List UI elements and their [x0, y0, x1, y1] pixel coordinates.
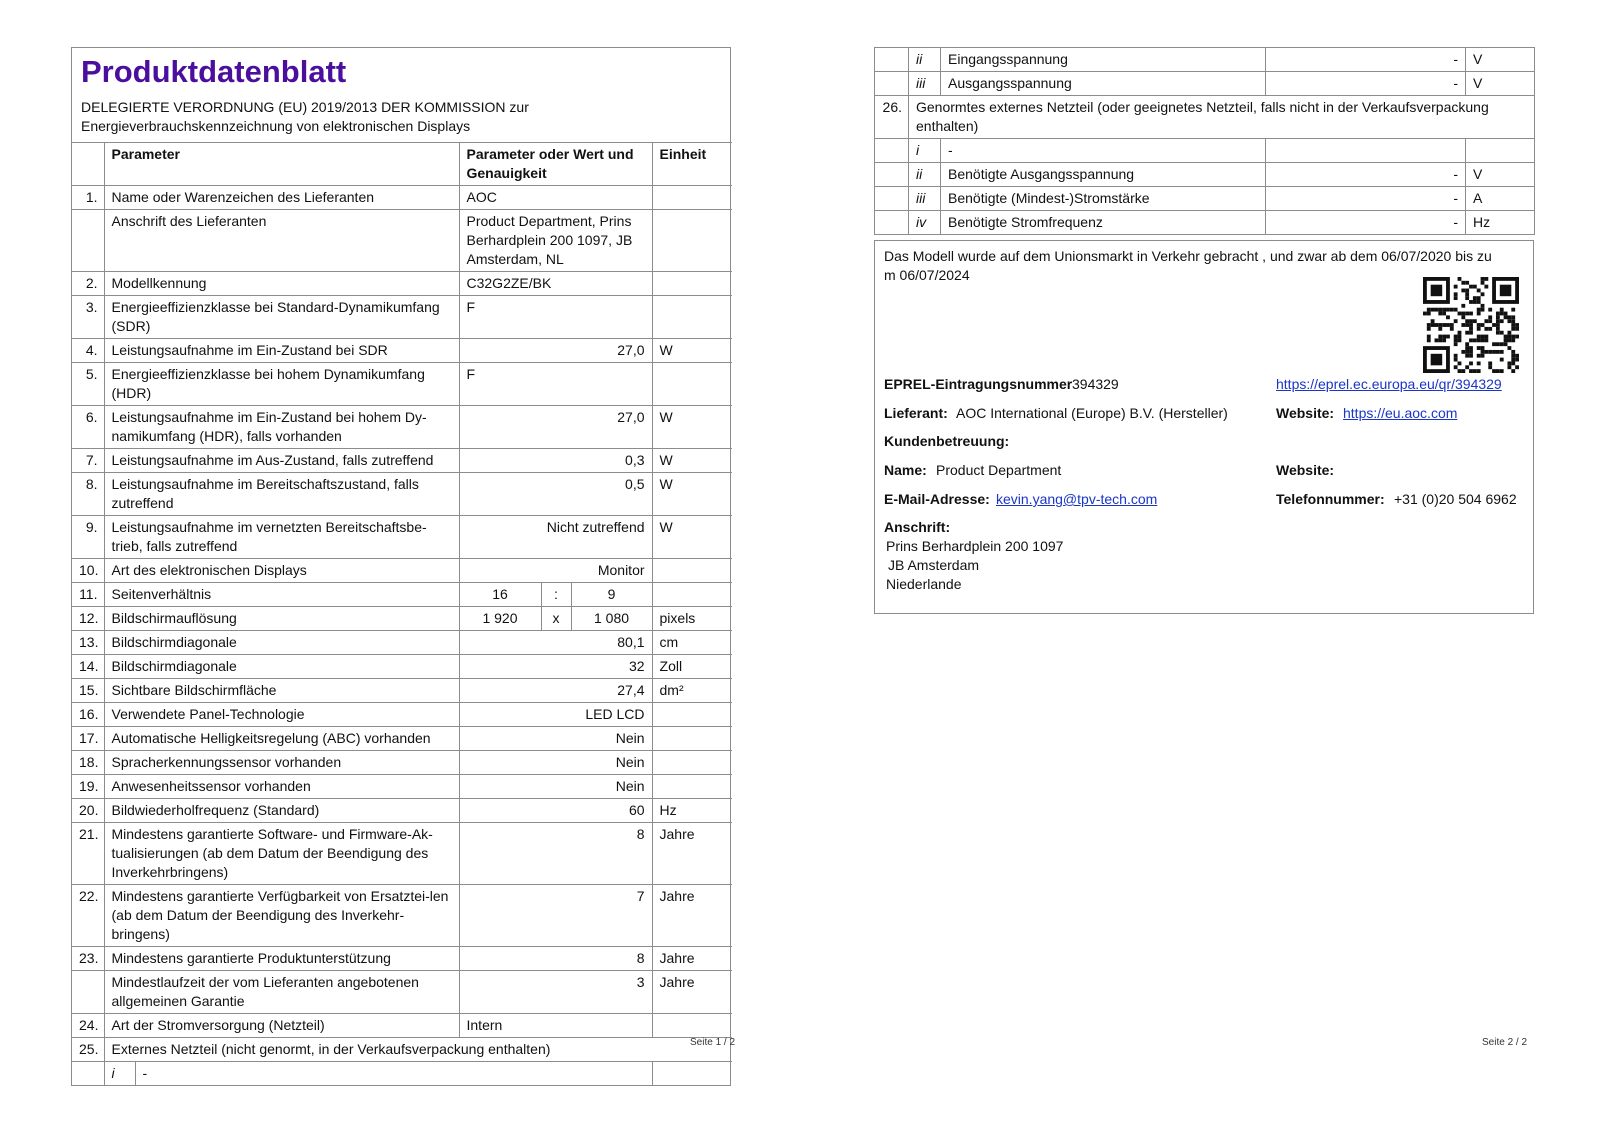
table-row [72, 210, 732, 272]
row-unit: Hz [1466, 211, 1535, 235]
row-unit [652, 775, 732, 799]
table-row [72, 339, 732, 363]
table-row [72, 751, 732, 775]
row-unit [652, 1062, 732, 1086]
row-value: Intern [459, 1014, 652, 1038]
supplier-value: AOC International (Europe) B.V. (Hersteller) [956, 405, 1228, 421]
row-unit: dm² [652, 679, 732, 703]
row-value: 27,0 [459, 339, 652, 363]
supplier-label: Lieferant: [884, 405, 948, 421]
row-parameter: Benötigte Stromfrequenz [941, 211, 1266, 235]
market-period-text-end: m 06/07/2024 [884, 267, 970, 283]
sub-index: iii [909, 72, 941, 96]
row-parameter: Sichtbare Bildschirmfläche [104, 679, 459, 703]
row-parameter: Mindestens garantierte Verfügbarkeit von Ersatztei-len (ab dem Datum der Beendigung des Inverkehr-bringens) [104, 885, 459, 947]
row-parameter: Leistungsaufnahme im Aus-Zustand, falls zutreffend [104, 449, 459, 473]
table-row [72, 631, 732, 655]
row-value-part: 1 080 [571, 607, 652, 631]
table-row [875, 72, 1535, 96]
table-row [72, 823, 732, 885]
supplier-info-box [874, 240, 1534, 614]
row-unit: Hz [652, 799, 732, 823]
market-period-text: Das Modell wurde auf dem Unionsmarkt in Verkehr gebracht , und zwar ab dem 06/07/2020 bis zu [884, 248, 1492, 264]
sheet-header [72, 48, 730, 142]
row-unit [652, 727, 732, 751]
row-unit: Jahre [652, 885, 732, 947]
website2-label: Website: [1276, 462, 1335, 478]
page-number-2: Seite 2 / 2 [1482, 1037, 1528, 1048]
table-row [72, 583, 732, 607]
row-parameter: Benötigte Ausgangsspannung [941, 163, 1266, 187]
row-parameter: Eingangsspannung [941, 48, 1266, 72]
row-value: 3 [459, 971, 652, 1014]
row-value-part: x [541, 607, 571, 631]
row-number: 9. [72, 516, 104, 559]
row-number: 7. [72, 449, 104, 473]
row-value: Nein [459, 727, 652, 751]
row-value: 80,1 [459, 631, 652, 655]
row-number: 13. [72, 631, 104, 655]
row-value: 32 [459, 655, 652, 679]
table-row [875, 163, 1535, 187]
row-number [875, 72, 909, 96]
row-unit: Zoll [652, 655, 732, 679]
row-parameter: Leistungsaufnahme im Ein-Zustand bei hohem Dy-namikumfang (HDR), falls vorhanden [104, 406, 459, 449]
row-unit: Jahre [652, 823, 732, 885]
row-parameter: Mindestens garantierte Software- und Firmware-Ak-tualisierungen (ab dem Datum der Beendigung des Inverkehrbringens) [104, 823, 459, 885]
row-parameter: Anwesenheitssensor vorhanden [104, 775, 459, 799]
row-unit: W [652, 406, 732, 449]
table-row [72, 272, 732, 296]
row-value: 8 [459, 823, 652, 885]
row-value: 8 [459, 947, 652, 971]
row-unit: Jahre [652, 971, 732, 1014]
row-number: 5. [72, 363, 104, 406]
row-parameter: Bildschirmdiagonale [104, 655, 459, 679]
row-number: 15. [72, 679, 104, 703]
table-row [875, 96, 1535, 139]
row-unit: W [652, 516, 732, 559]
row-parameter: Leistungsaufnahme im vernetzten Bereitschaftsbe-trieb, falls zutreffend [104, 516, 459, 559]
row-parameter: Bildschirmdiagonale [104, 631, 459, 655]
row-number: 16. [72, 703, 104, 727]
row-number [875, 163, 909, 187]
row-unit [652, 186, 732, 210]
row-unit: V [1466, 72, 1535, 96]
row-value: LED LCD [459, 703, 652, 727]
row-number: 2. [72, 272, 104, 296]
row-parameter: Leistungsaufnahme im Ein-Zustand bei SDR [104, 339, 459, 363]
row-unit: cm [652, 631, 732, 655]
row-value: F [459, 296, 652, 339]
row-unit [652, 1014, 732, 1038]
row-number: 18. [72, 751, 104, 775]
table-row [72, 559, 732, 583]
row-parameter: Spracherkennungssensor vorhanden [104, 751, 459, 775]
row-number [875, 211, 909, 235]
row-number: 22. [72, 885, 104, 947]
row-unit: A [1466, 187, 1535, 211]
table-row [72, 296, 732, 339]
row-value: 0,5 [459, 473, 652, 516]
table-header-row [72, 143, 732, 186]
table-row [72, 406, 732, 449]
row-parameter: Mindestens garantierte Produktunterstützung [104, 947, 459, 971]
table-row [72, 363, 732, 406]
sub-index: iv [909, 211, 941, 235]
row-value: 27,4 [459, 679, 652, 703]
eprel-number: 394329 [1072, 376, 1119, 392]
row-parameter: Benötigte (Mindest-)Stromstärke [941, 187, 1266, 211]
row-unit [652, 363, 732, 406]
row-unit: Jahre [652, 947, 732, 971]
row-value: Nein [459, 751, 652, 775]
row-number: 14. [72, 655, 104, 679]
table-row [72, 473, 732, 516]
header-unit: Einheit [652, 143, 732, 186]
row-value: C32G2ZE/BK [459, 272, 652, 296]
eprel-link[interactable]: https://eprel.ec.europa.eu/qr/394329 [1276, 376, 1502, 392]
row-unit: W [652, 473, 732, 516]
table-row [875, 48, 1535, 72]
row-unit [652, 703, 732, 727]
table-row [72, 1038, 732, 1062]
row-unit [652, 583, 732, 607]
table-row [72, 885, 732, 947]
address-line-2: JB Amsterdam [888, 557, 980, 573]
name-label: Name: [884, 462, 927, 478]
row-number [72, 1062, 104, 1086]
table-row [72, 607, 732, 631]
table-row [72, 1014, 732, 1038]
phone-label: Telefonnummer: [1276, 491, 1385, 507]
row-number: 26. [875, 96, 909, 139]
table-row [72, 449, 732, 473]
sub-index: iii [909, 187, 941, 211]
row-parameter: Art des elektronischen Displays [104, 559, 459, 583]
row-parameter: Energieeffizienzklasse bei Standard-Dynamikumfang (SDR) [104, 296, 459, 339]
row-parameter: Externes Netzteil (nicht genormt, in der Verkaufsverpackung enthalten) [104, 1038, 732, 1062]
table-row [72, 679, 732, 703]
row-sub [104, 1062, 652, 1086]
email-label: E-Mail-Adresse: [884, 491, 990, 507]
row-unit: V [1466, 163, 1535, 187]
row-unit [652, 751, 732, 775]
row-value: 7 [459, 885, 652, 947]
table-row [72, 1062, 732, 1086]
row-value: Product Department, Prins Berhardplein 200 1097, JB Amsterdam, NL [459, 210, 652, 272]
row-number [875, 187, 909, 211]
row-parameter: Name oder Warenzeichen des Lieferanten [104, 186, 459, 210]
row-number: 12. [72, 607, 104, 631]
table-row [72, 516, 732, 559]
row-unit: W [652, 339, 732, 363]
table-row [72, 703, 732, 727]
power-supply-table [874, 47, 1535, 235]
row-unit: W [652, 449, 732, 473]
sub-index: i [909, 139, 941, 163]
row-number: 24. [72, 1014, 104, 1038]
row-value: - [1266, 48, 1466, 72]
row-value: - [1266, 163, 1466, 187]
regulation-subtitle: DELEGIERTE VERORDNUNG (EU) 2019/2013 DER KOMMISSION zur Energieverbrauchskennzeichnung von elektronischen Displays [81, 99, 529, 134]
row-number: 17. [72, 727, 104, 751]
row-parameter: Genormtes externes Netzteil (oder geeignetes Netzteil, falls nicht in der Verkaufsverpackung enthalten) [909, 96, 1535, 139]
table-row [72, 727, 732, 751]
row-value: 60 [459, 799, 652, 823]
row-parameter: Seitenverhältnis [104, 583, 459, 607]
row-number: 8. [72, 473, 104, 516]
row-value-part: 16 [459, 583, 541, 607]
row-value: - [1266, 72, 1466, 96]
website-link[interactable]: https://eu.aoc.com [1343, 405, 1458, 421]
row-unit: V [1466, 48, 1535, 72]
header-parameter: Parameter [104, 143, 459, 186]
row-value-part: : [541, 583, 571, 607]
sub-index: ii [909, 163, 941, 187]
row-parameter: Modellkennung [104, 272, 459, 296]
row-parameter: Leistungsaufnahme im Bereitschaftszustand, falls zutreffend [104, 473, 459, 516]
row-value [1266, 139, 1466, 163]
row-number: 20. [72, 799, 104, 823]
table-row [875, 187, 1535, 211]
row-number: 3. [72, 296, 104, 339]
email-link[interactable]: kevin.yang@tpv-tech.com [996, 491, 1158, 507]
row-number: 10. [72, 559, 104, 583]
address-line-3: Niederlande [886, 576, 962, 592]
sub-value: - [142, 1065, 148, 1081]
row-value: 27,0 [459, 406, 652, 449]
row-parameter: Mindestlaufzeit der vom Lieferanten angebotenen allgemeinen Garantie [104, 971, 459, 1014]
row-parameter: Bildschirmauflösung [104, 607, 459, 631]
table-row [72, 186, 732, 210]
header-value: Parameter oder Wert und Genauigkeit [459, 143, 652, 186]
row-parameter: - [941, 139, 1266, 163]
sub-index: ii [909, 48, 941, 72]
row-number: 11. [72, 583, 104, 607]
parameter-table [72, 142, 732, 1085]
row-unit [652, 272, 732, 296]
address-label: Anschrift: [884, 519, 951, 535]
row-value: F [459, 363, 652, 406]
row-number [875, 48, 909, 72]
qr-code-icon [1423, 277, 1519, 373]
row-parameter: Verwendete Panel-Technologie [104, 703, 459, 727]
row-parameter: Energieeffizienzklasse bei hohem Dynamikumfang (HDR) [104, 363, 459, 406]
phone-value: +31 (0)20 504 6962 [1394, 491, 1517, 507]
row-number: 25. [72, 1038, 104, 1062]
row-value: 0,3 [459, 449, 652, 473]
eprel-label: EPREL-Eintragungsnummer [884, 376, 1073, 392]
row-parameter: Art der Stromversorgung (Netzteil) [104, 1014, 459, 1038]
table-row [72, 947, 732, 971]
row-number: 21. [72, 823, 104, 885]
row-number: 6. [72, 406, 104, 449]
table-row [72, 775, 732, 799]
table-row [72, 799, 732, 823]
row-unit [1466, 139, 1535, 163]
row-number [72, 971, 104, 1014]
table-row [72, 971, 732, 1014]
row-parameter: Anschrift des Lieferanten [104, 210, 459, 272]
row-number: 23. [72, 947, 104, 971]
sub-index: i [105, 1062, 136, 1085]
row-value: Nein [459, 775, 652, 799]
row-value: - [1266, 187, 1466, 211]
row-value-part: 1 920 [459, 607, 541, 631]
page-title: Produktdatenblatt [81, 54, 347, 89]
table-row [875, 139, 1535, 163]
table-row [875, 211, 1535, 235]
row-parameter: Ausgangsspannung [941, 72, 1266, 96]
row-number: 4. [72, 339, 104, 363]
row-value: Monitor [459, 559, 652, 583]
product-data-sheet-page-1 [71, 47, 731, 1086]
row-unit: pixels [652, 607, 732, 631]
row-unit [652, 559, 732, 583]
name-value: Product Department [936, 462, 1062, 478]
row-unit [652, 296, 732, 339]
row-value: - [1266, 211, 1466, 235]
row-value-part: 9 [571, 583, 652, 607]
row-value: Nicht zutreffend [459, 516, 652, 559]
row-number [72, 210, 104, 272]
website-label: Website: [1276, 405, 1335, 421]
customer-service-label: Kundenbetreuung: [884, 433, 1010, 449]
row-parameter: Automatische Helligkeitsregelung (ABC) vorhanden [104, 727, 459, 751]
row-parameter: Bildwiederholfrequenz (Standard) [104, 799, 459, 823]
row-unit [652, 210, 732, 272]
table-row [72, 655, 732, 679]
row-number [875, 139, 909, 163]
row-value: AOC [459, 186, 652, 210]
row-number: 1. [72, 186, 104, 210]
page-number-1: Seite 1 / 2 [690, 1037, 736, 1048]
address-line-1: Prins Berhardplein 200 1097 [886, 538, 1064, 554]
row-number: 19. [72, 775, 104, 799]
